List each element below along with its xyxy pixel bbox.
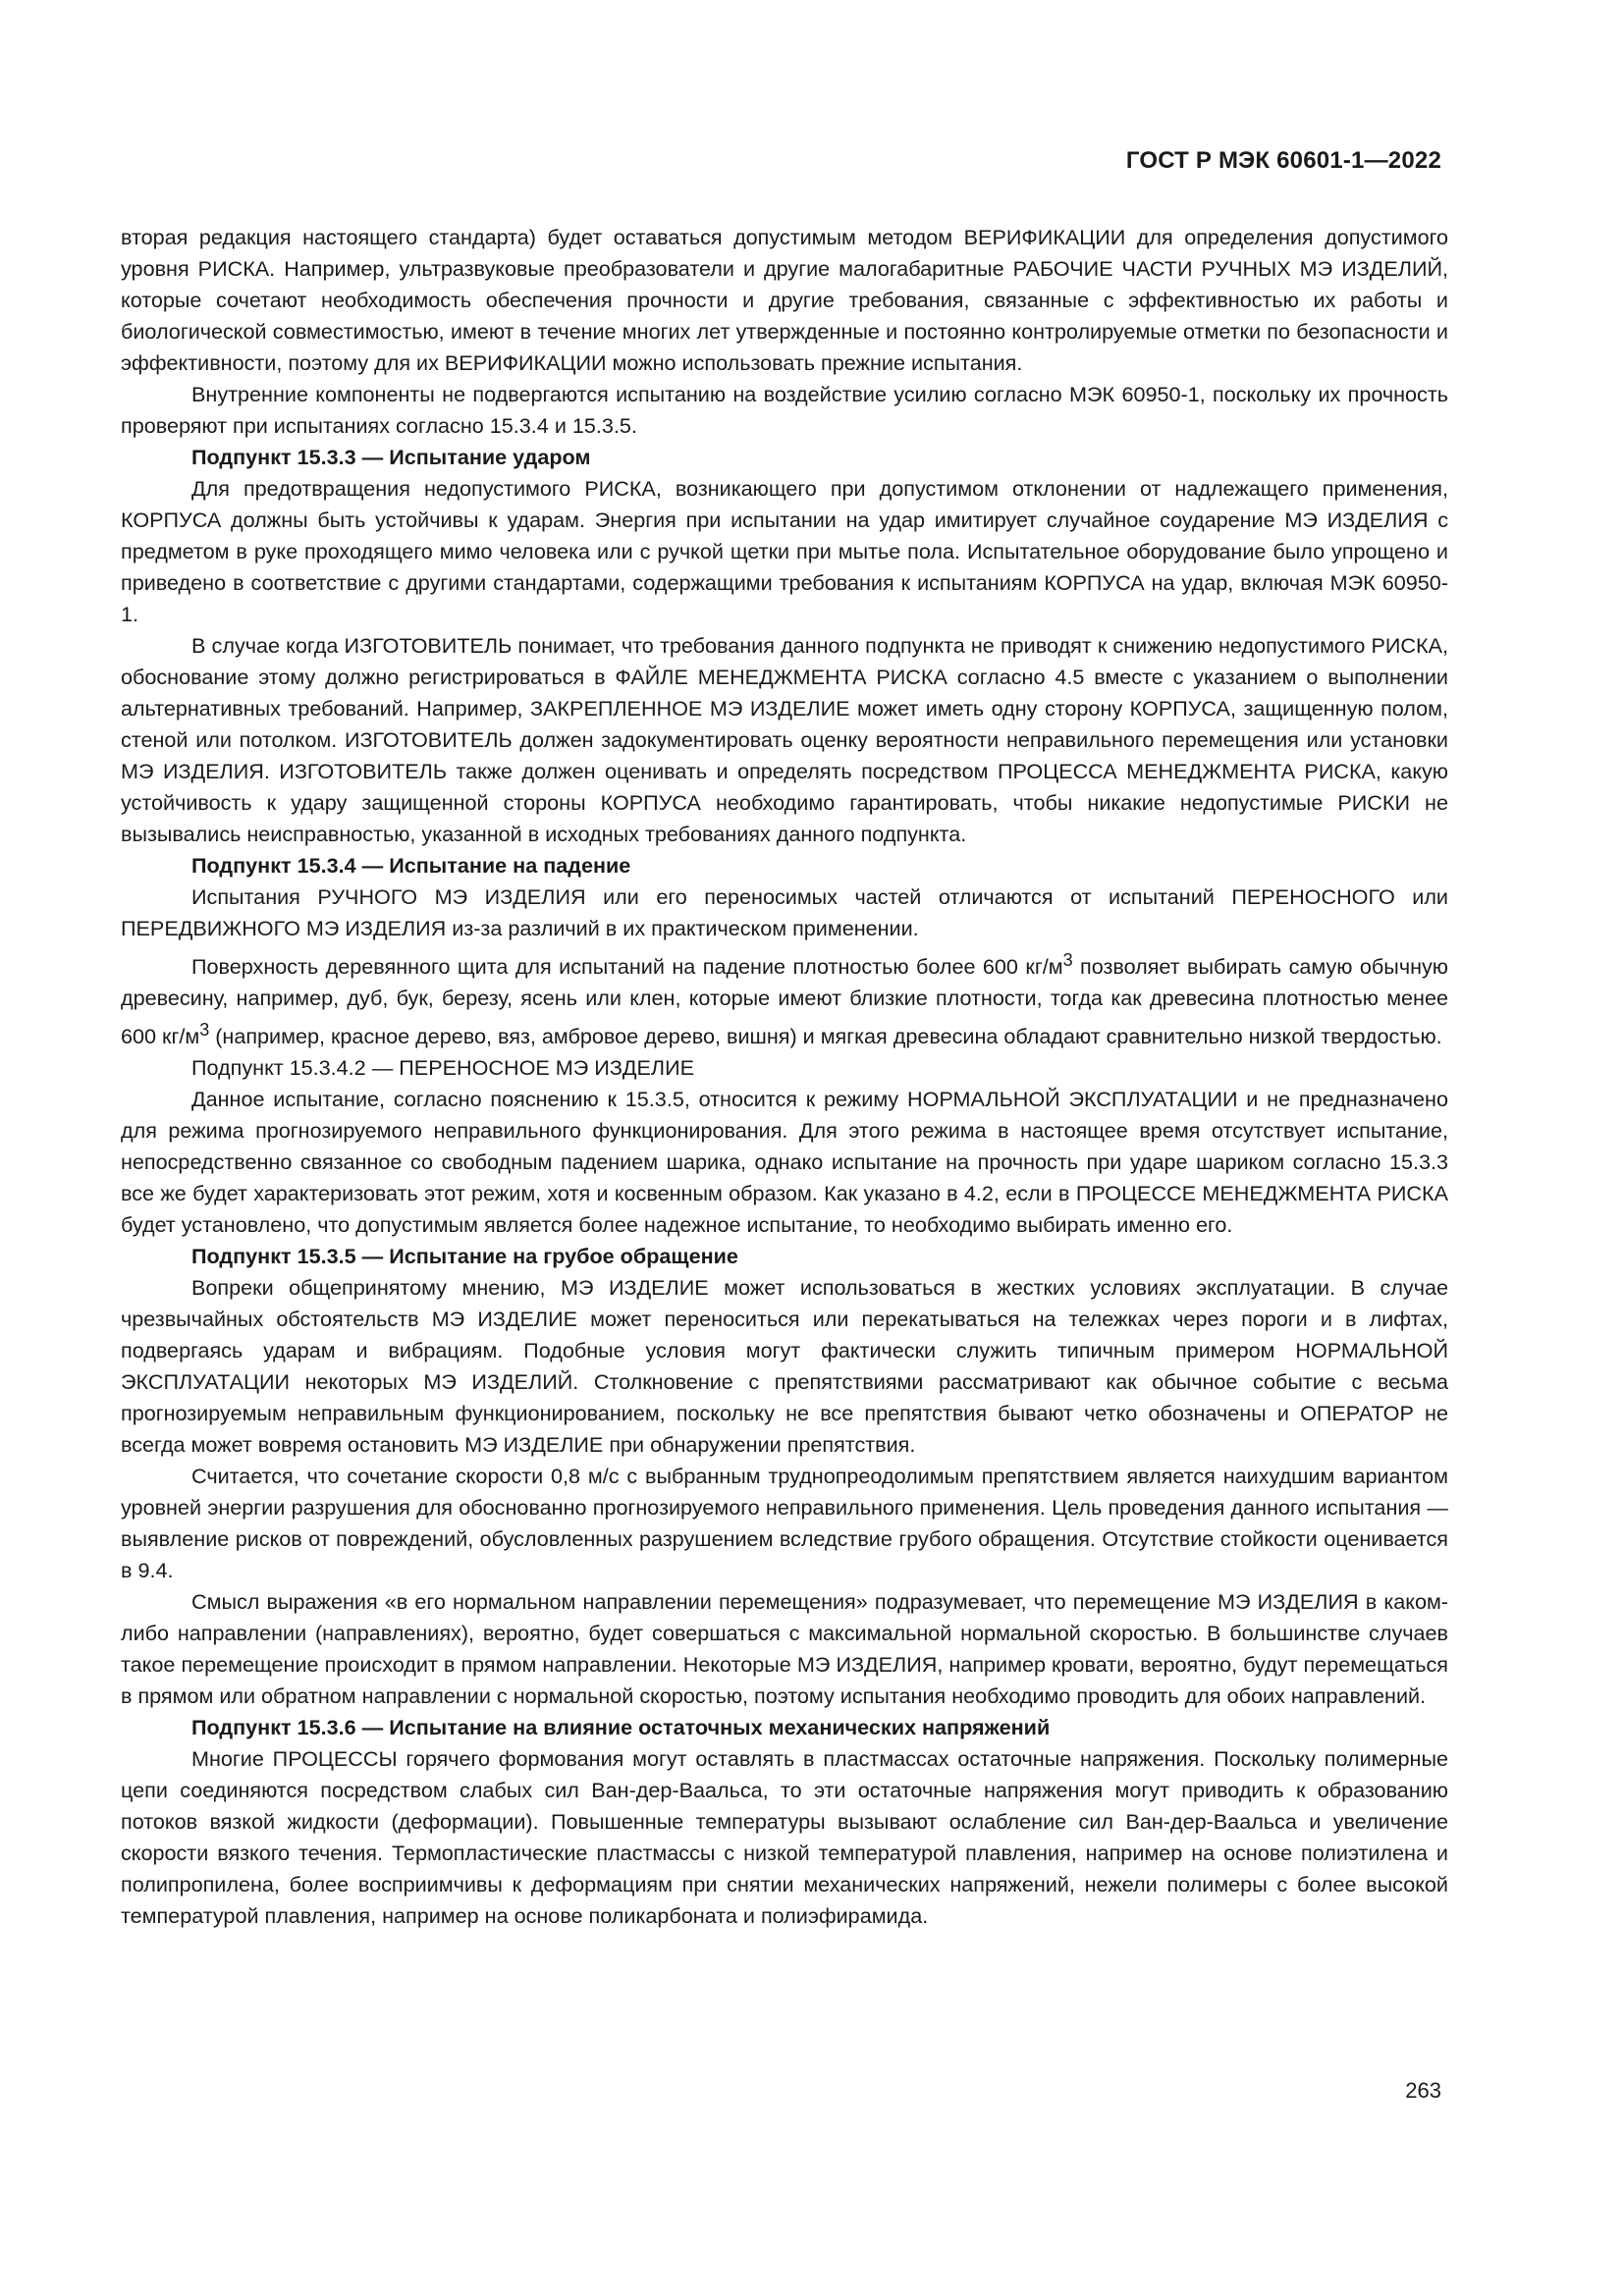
page-number: 263	[1405, 2078, 1441, 2103]
paragraph: Испытания РУЧНОГО МЭ ИЗДЕЛИЯ или его переносимых частей отличаются от испытаний ПЕРЕНОСНОГО или ПЕРЕДВИЖНОГО МЭ ИЗДЕЛИЯ из-за различий в их практическом применении.	[121, 884, 1448, 940]
subclause-heading-15-3-3: Подпункт 15.3.3 — Испытание ударом	[191, 445, 591, 469]
superscript: 3	[199, 1020, 210, 1041]
paragraph: В случае когда ИЗГОТОВИТЕЛЬ понимает, что требования данного подпункта не приводят к снижению недопустимого РИСКА, обоснование этому должно регистрироваться в ФАЙЛЕ МЕНЕДЖМЕНТА РИСКА согласно 4.5 вместе с указанием о выполнении альтернативных требований. Например, ЗАКРЕПЛЕННОЕ МЭ ИЗДЕЛИЕ может иметь одну сторону КОРПУСА, защищенную полом, стеной или потолком. ИЗГОТОВИТЕЛЬ должен задокументировать оценку вероятности неправильного перемещения или установки МЭ ИЗДЕЛИЯ. ИЗГОТОВИТЕЛЬ также должен оценивать и определять посредством ПРОЦЕССА МЕНЕДЖМЕНТА РИСКА, какую устойчивость к удару защищенной стороны КОРПУСА необходимо гарантировать, чтобы никакие недопустимые РИСКИ не вызывались неисправностью, указанной в исходных требованиях данного подпункта.	[121, 633, 1448, 846]
paragraph: Многие ПРОЦЕССЫ горячего формования могут оставлять в пластмассах остаточные напряжения. Поскольку полимерные цепи соединяются посредством слабых сил Ван-дер-Ваальса, то эти остаточные напряжения могут приводить к образованию потоков вязкой жидкости (деформации). Повышенные температуры вызывают ослабление сил Ван-дер-Ваальса и увеличение скорости вязкого течения. Термопластические пластмассы с низкой температурой плавления, например на основе полиэтилена и полипропилена, более восприимчивы к деформациям при снятии механических напряжений, нежели полимеры с более высокой температурой плавления, например на основе поликарбоната и полиэфирамида.	[121, 1746, 1448, 1929]
paragraph-with-superscripts	[121, 944, 1448, 1052]
text-run: позволяет выбирать самую обычную древесину, например, дуб, бук, березу, ясень или клен, которые имеют близкие плотности, тогда как древесина плотностью менее 600 кг/м	[121, 954, 1448, 1049]
subclause-heading-15-3-6: Подпункт 15.3.6 — Испытание на влияние остаточных механических напряжений	[191, 1715, 1051, 1740]
paragraph: Данное испытание, согласно пояснению к 15.3.5, относится к режиму НОРМАЛЬНОЙ ЭКСПЛУАТАЦИИ и не предназначено для режима прогнозируемого неправильного функционирования. Для этого режима в настоящее время отсутствует испытание, непосредственно связанное со свободным падением шарика, однако испытание на прочность при ударе шариком согласно 15.3.3 все же будет характеризовать этот режим, хотя и косвенным образом. Как указано в 4.2, если в ПРОЦЕССЕ МЕНЕДЖМЕНТА РИСКА будет установлено, что допустимым является более надежное испытание, то необходимо выбирать именно его.	[121, 1087, 1448, 1238]
paragraph: Вопреки общепринятому мнению, МЭ ИЗДЕЛИЕ может использоваться в жестких условиях эксплуатации. В случае чрезвычайных обстоятельств МЭ ИЗДЕЛИЕ может переноситься или перекатываться на тележках через пороги и в лифтах, подвергаясь ударам и вибрациям. Подобные условия могут фактически служить типичным примером НОРМАЛЬНОЙ ЭКСПЛУАТАЦИИ некоторых МЭ ИЗДЕЛИЙ. Столкновение с препятствиями рассматривают как обычное событие с весьма прогнозируемым неправильным функционированием, поскольку не все препятствия бывают четко обозначены и ОПЕРАТОР не всегда может вовремя остановить МЭ ИЗДЕЛИЕ при обнаружении препятствия.	[121, 1275, 1448, 1458]
paragraph: Смысл выражения «в его нормальном направлении перемещения» подразумевает, что перемещение МЭ ИЗДЕЛИЯ в каком-либо направлении (направлениях), вероятно, будет совершаться с максимальной нормальной скоростью. В большинстве случаев такое перемещение происходит в прямом направлении. Некоторые МЭ ИЗДЕЛИЯ, например кровати, вероятно, будут перемещаться в прямом или обратном направлении с нормальной скоростью, поэтому испытания необходимо проводить для обоих направлений.	[121, 1589, 1448, 1709]
document-header: ГОСТ Р МЭК 60601-1—2022	[1125, 147, 1441, 174]
subclause-heading-15-3-4: Подпункт 15.3.4 — Испытание на падение	[191, 853, 631, 878]
paragraph: Считается, что сочетание скорости 0,8 м/с с выбранным труднопреодолимым препятствием является наихудшим вариантом уровней энергии разрушения для обоснованно прогнозируемого неправильного применения. Цель проведения данного испытания — выявление рисков от повреждений, обусловленных разрушением вследствие грубого обращения. Отсутствие стойкости оценивается в 9.4.	[121, 1464, 1448, 1583]
document-body	[121, 222, 1448, 1932]
paragraph: Внутренние компоненты не подвергаются испытанию на воздействие усилию согласно МЭК 60950-1, поскольку их прочность проверяют при испытаниях согласно 15.3.4 и 15.3.5.	[121, 382, 1448, 438]
subclause-heading-15-3-4-2: Подпункт 15.3.4.2 — ПЕРЕНОСНОЕ МЭ ИЗДЕЛИЕ	[191, 1055, 694, 1081]
superscript: 3	[1062, 950, 1073, 970]
paragraph: Для предотвращения недопустимого РИСКА, возникающего при допустимом отклонении от надлежащего применения, КОРПУСА должны быть устойчивы к ударам. Энергия при испытании на удар имитирует случайное соударение МЭ ИЗДЕЛИЯ с предметом в руке проходящего мимо человека или с ручкой щетки при мытье пола. Испытательное оборудование было упрощено и приведено в соответствие с другими стандартами, содержащими требования к испытаниям КОРПУСА на удар, включая МЭК 60950-1.	[121, 476, 1448, 626]
text-run: Поверхность деревянного щита для испытаний на падение плотностью более 600 кг/м	[191, 954, 1063, 980]
paragraph-continuation: вторая редакция настоящего стандарта) будет оставаться допустимым методом ВЕРИФИКАЦИИ для определения допустимого уровня РИСКА. Например, ультразвуковые преобразователи и другие малогабаритные РАБОЧИЕ ЧАСТИ РУЧНЫХ МЭ ИЗДЕЛИЙ, которые сочетают необходимость обеспечения прочности и другие требования, связанные с эффективностью их работы и биологической совместимостью, имеют в течение многих лет утвержденные и постоянно контролируемые отметки по безопасности и эффективности, поэтому для их ВЕРИФИКАЦИИ можно использовать прежние испытания.	[121, 225, 1448, 375]
text-run: (например, красное дерево, вяз, амбровое дерево, вишня) и мягкая древесина обладают сравнительно низкой твердостью.	[209, 1024, 1442, 1049]
subclause-heading-15-3-5: Подпункт 15.3.5 — Испытание на грубое обращение	[191, 1244, 738, 1269]
